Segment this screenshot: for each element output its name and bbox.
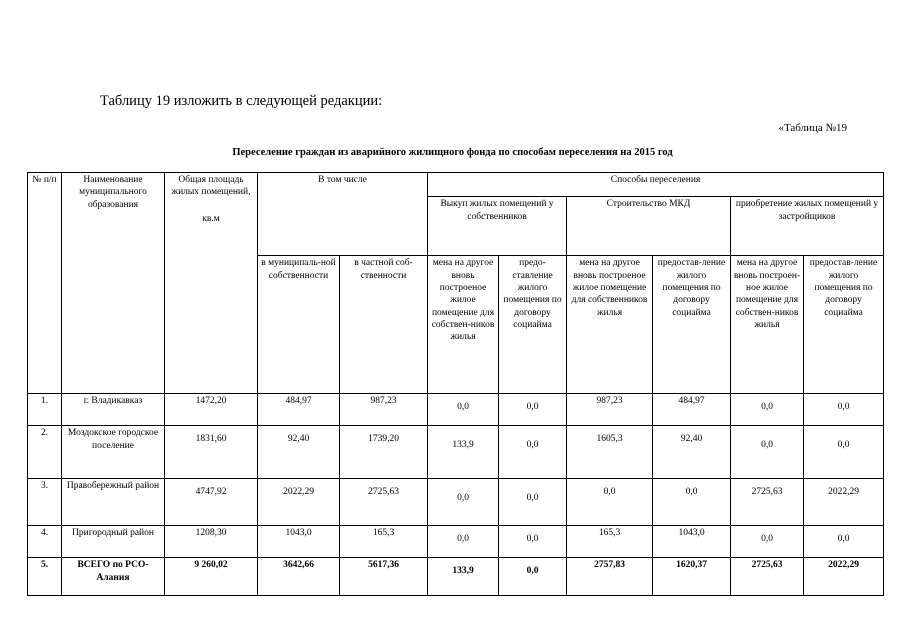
cell-value: 0,0 <box>761 440 773 451</box>
cell-buyout-exchange <box>428 426 499 479</box>
cell-value: 133,9 <box>452 566 474 577</box>
total-private: 5617,36 <box>340 558 428 596</box>
header-area-unit: кв.м <box>202 213 220 224</box>
cell-value: 0,0 <box>457 401 469 412</box>
cell-acq-social <box>804 479 884 526</box>
cell-acq-social <box>804 525 884 558</box>
cell-buyout-social <box>499 479 567 526</box>
cell-buyout-exchange <box>428 393 499 426</box>
cell-constr-social <box>653 479 731 526</box>
total-acq-exchange: 2725,63 <box>731 558 804 596</box>
header-construction: Строительство МКД <box>567 197 731 256</box>
cell-municipal <box>258 479 340 526</box>
cell-constr-social: 1043,0 <box>653 525 731 558</box>
table-row <box>28 525 884 558</box>
header-buyout-exchange: мена на другое вновь построеное жилое помещение для собствен-ников жилья <box>428 256 499 393</box>
header-area <box>165 173 258 394</box>
total-area: 9 260,02 <box>165 558 258 596</box>
header-buyout-social: предо-ставление жилого помещения по договору социайма <box>499 256 567 393</box>
cell-value: 0,0 <box>457 493 469 504</box>
intro-text: Таблицу 19 изложить в следующей редакции: <box>100 93 383 109</box>
cell-value: 4747,92 <box>195 487 227 498</box>
cell-value: 2022,29 <box>283 487 314 498</box>
cell-buyout-social <box>499 525 567 558</box>
cell-num: 4. <box>28 525 62 558</box>
cell-num: 3. <box>28 479 62 526</box>
cell-private: 987,23 <box>340 393 428 426</box>
header-acquisition: приобретение жилых помещений у застройщиков <box>731 197 884 256</box>
cell-value: 1739,20 <box>368 434 399 445</box>
header-acq-social: предостав-ление жилого помещения по договору социайма <box>804 256 884 393</box>
cell-name: Правобережный район <box>62 479 165 526</box>
cell-value: 0,0 <box>526 533 539 544</box>
cell-value: 0,0 <box>837 533 850 544</box>
cell-buyout-social <box>499 426 567 479</box>
table-row <box>28 393 884 426</box>
cell-name: Моздокское городское поселение <box>62 426 165 479</box>
table-row <box>28 479 884 526</box>
total-buyout-exchange <box>428 558 499 596</box>
header-constr-exchange: мена на другое вновь построеное жилое помещение для собственников жилья <box>567 256 653 393</box>
cell-private <box>340 479 428 526</box>
cell-acq-exchange <box>731 525 804 558</box>
cell-value: 0,0 <box>761 533 773 544</box>
cell-value: 0,0 <box>837 440 850 451</box>
cell-value: 0,0 <box>526 493 539 504</box>
cell-num: 1. <box>28 393 62 426</box>
header-acq-exchange: мена на другое вновь построен-ное жилое помещение для собствен-ников жилья <box>731 256 804 393</box>
total-row <box>28 558 884 596</box>
cell-buyout-exchange <box>428 479 499 526</box>
cell-value: 1831,60 <box>195 434 227 445</box>
cell-constr-exchange <box>567 479 653 526</box>
header-constr-social: предостав-ление жилого помещения по договору социайма <box>653 256 731 393</box>
cell-value: 2725,63 <box>368 487 399 498</box>
header-name: Наименование муниципального образования <box>62 173 165 394</box>
cell-area: 1472,20 <box>165 393 258 426</box>
total-constr-social: 1620,37 <box>653 558 731 596</box>
cell-acq-exchange <box>731 393 804 426</box>
cell-municipal: 1043,0 <box>258 525 340 558</box>
cell-value: 0,0 <box>837 401 850 412</box>
cell-constr-exchange: 165,3 <box>567 525 653 558</box>
document-title: Переселение граждан из аварийного жилищного фонда по способам переселения на 2015 год <box>232 147 673 158</box>
cell-num: 2. <box>28 426 62 479</box>
header-row-1 <box>28 173 884 197</box>
header-including: В том числе <box>258 173 428 256</box>
cell-name: г. Владикавказ <box>62 393 165 426</box>
cell-constr-social <box>653 426 731 479</box>
cell-buyout-exchange <box>428 525 499 558</box>
header-private: в частной соб-ственности <box>340 256 428 393</box>
resettlement-table <box>27 172 884 596</box>
cell-acq-exchange <box>731 426 804 479</box>
header-methods: Способы переселения <box>428 173 884 197</box>
cell-constr-social: 484,97 <box>653 393 731 426</box>
cell-area <box>165 479 258 526</box>
cell-area: 1208,30 <box>165 525 258 558</box>
header-area-label: Общая площадь жилых помещений, <box>171 175 251 198</box>
cell-value: 0,0 <box>603 487 616 498</box>
cell-constr-exchange <box>567 426 653 479</box>
cell-value: 92,40 <box>680 434 703 445</box>
cell-municipal: 484,97 <box>258 393 340 426</box>
total-name: ВСЕГО по РСО-Алания <box>62 558 165 596</box>
total-constr-exchange: 2757,83 <box>567 558 653 596</box>
header-buyout: Выкуп жилых помещений у собственников <box>428 197 567 256</box>
cell-private <box>340 426 428 479</box>
table-row <box>28 426 884 479</box>
total-num: 5. <box>28 558 62 596</box>
cell-municipal <box>258 426 340 479</box>
cell-name: Пригородный район <box>62 525 165 558</box>
cell-value: 2022,29 <box>828 487 859 498</box>
cell-value: 2725,63 <box>751 487 783 498</box>
table-label: «Таблица №19 <box>778 122 847 134</box>
cell-acq-social <box>804 426 884 479</box>
header-num: № п/п <box>28 173 62 394</box>
total-acq-social: 2022,29 <box>804 558 884 596</box>
cell-value: 0,0 <box>526 401 539 412</box>
cell-value: 1605,3 <box>596 434 623 445</box>
cell-acq-exchange <box>731 479 804 526</box>
cell-constr-exchange: 987,23 <box>567 393 653 426</box>
total-buyout-social <box>499 558 567 596</box>
cell-value: 0,0 <box>526 440 539 451</box>
cell-buyout-social <box>499 393 567 426</box>
total-municipal: 3642,66 <box>258 558 340 596</box>
cell-value: 92,40 <box>287 434 310 445</box>
cell-area <box>165 426 258 479</box>
cell-acq-social <box>804 393 884 426</box>
header-municipal: в муниципаль-ной собственности <box>258 256 340 393</box>
cell-value: 0,0 <box>457 533 469 544</box>
cell-value: 133,9 <box>452 440 474 451</box>
cell-value: 0,0 <box>526 566 539 577</box>
cell-value: 0,0 <box>685 487 698 498</box>
cell-value: 0,0 <box>761 401 773 412</box>
cell-private: 165,3 <box>340 525 428 558</box>
